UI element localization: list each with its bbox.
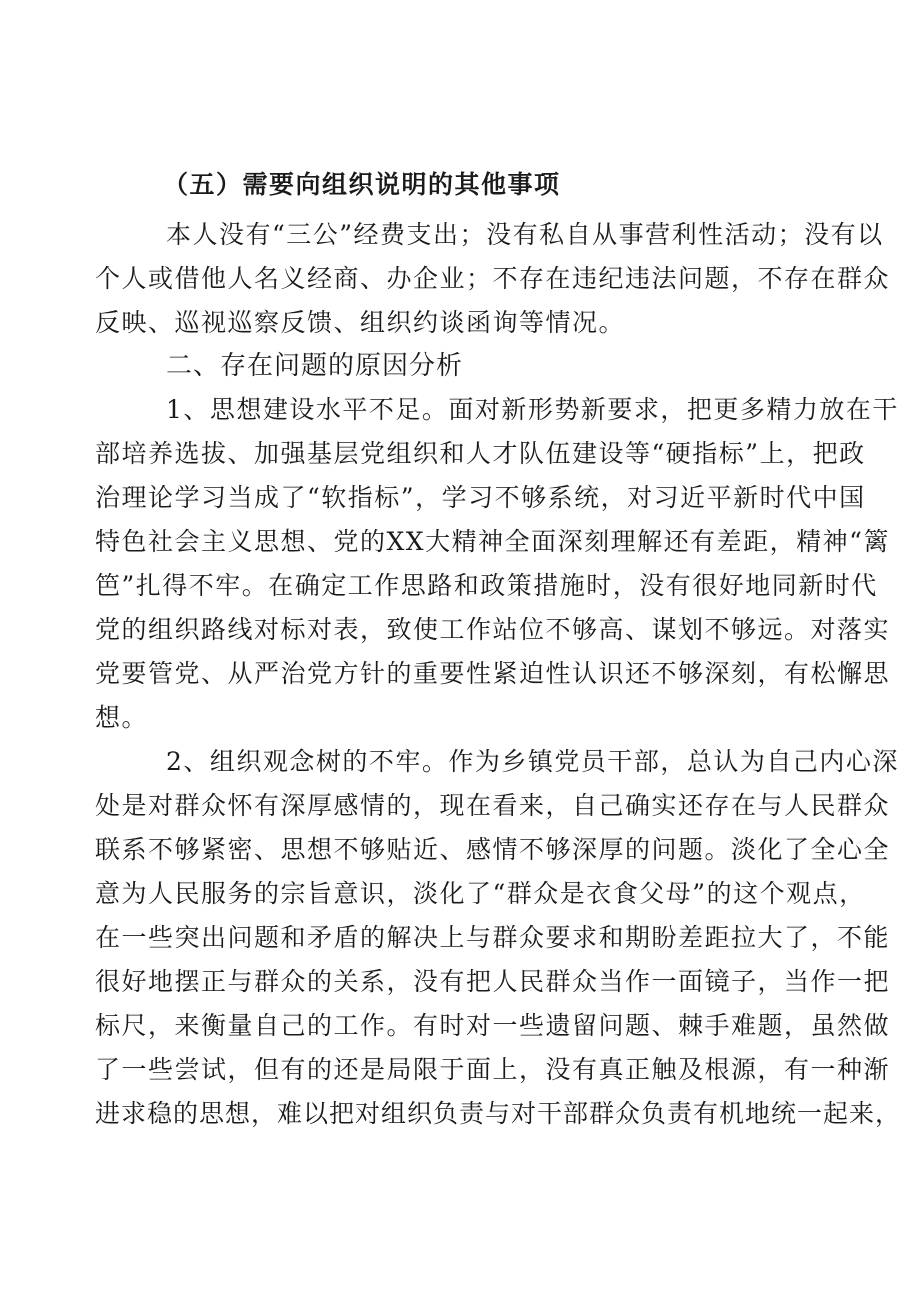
point-2-line-4: 意为人民服务的宗旨意识，淡化了“群众是衣食父母”的这个观点， <box>95 879 866 908</box>
point-2-line-2: 处是对群众怀有深厚感情的，现在看来，自己确实还存在与人民群众 <box>95 791 891 820</box>
point-2-line-9: 进求稳的思想，难以把对组织负责与对干部群众负责有机地统一起来， <box>95 1099 902 1128</box>
point-2-line-7: 标尺，来衡量自己的工作。有时对一些遗留问题、棘手难题，虽然做 <box>95 1011 891 1040</box>
point-2-line-6: 很好地摆正与群众的关系，没有把人民群众当作一面镜子，当作一把 <box>95 967 891 996</box>
section-2-heading: 二、存在问题的原因分析 <box>166 351 464 381</box>
point-1-line-1: 1、思想建设水平不足。面对新形势新要求，把更多精力放在干 <box>166 395 899 424</box>
point-1-line-7: 党要管党、从严治党方针的重要性紧迫性认识还不够深刻，有松懈思 <box>95 659 891 688</box>
point-1-line-8: 想。 <box>95 703 149 732</box>
point-2-line-1: 2、组织观念树的不牢。作为乡镇党员干部，总认为自己内心深 <box>166 747 899 776</box>
point-2-line-3: 联系不够紧密、思想不够贴近、感情不够深厚的问题。淡化了全心全 <box>95 835 891 864</box>
point-2-line-5: 在一些突出问题和矛盾的解决上与群众要求和期盼差距拉大了，不能 <box>95 923 891 952</box>
point-1-line-2: 部培养选拔、加强基层党组织和人才队伍建设等“硬指标”上，把政 <box>95 439 866 468</box>
point-1-line-3: 治理论学习当成了“软指标”，学习不够系统，对习近平新时代中国 <box>95 483 866 512</box>
point-2-line-8: 了一些尝试，但有的还是局限于面上，没有真正触及根源，有一种渐 <box>95 1055 891 1084</box>
point-1-line-6: 党的组织路线对标对表，致使工作站位不够高、谋划不够远。对落实 <box>95 615 891 644</box>
point-1-line-5: 笆”扎得不牢。在确定工作思路和政策措施时，没有很好地同新时代 <box>95 571 878 600</box>
section-5-line-2: 个人或借他人名义经商、办企业；不存在违纪违法问题，不存在群众 <box>95 264 891 293</box>
section-5-heading: （五）需要向组织说明的其他事项 <box>163 170 561 199</box>
point-1-line-4: 特色社会主义思想、党的XX大精神全面深刻理解还有差距，精神“篱 <box>95 527 890 556</box>
section-5-line-1: 本人没有“三公”经费支出；没有私自从事营利性活动；没有以 <box>166 220 884 249</box>
section-5-line-3: 反映、巡视巡察反馈、组织约谈函询等情况。 <box>95 308 626 337</box>
